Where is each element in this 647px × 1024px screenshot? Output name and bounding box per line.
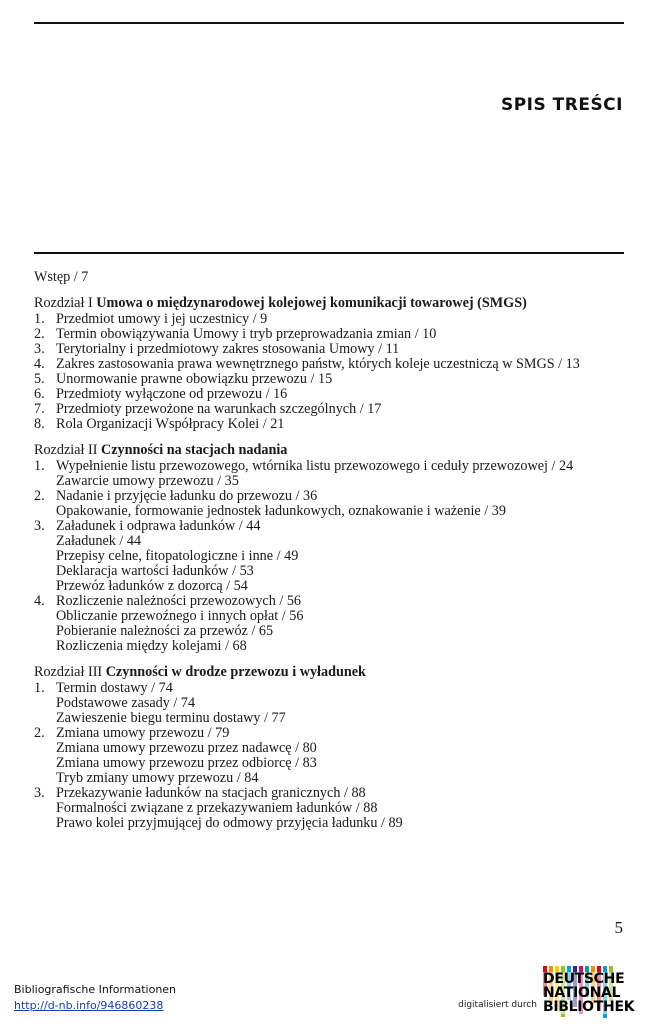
toc-entry-number: 1.	[34, 680, 45, 696]
toc-entry-body	[56, 342, 626, 357]
chapter-title: Czynności w drodze przewozu i wyładunek	[105, 664, 366, 680]
toc-subentry: Podstawowe zasady / 74	[56, 695, 196, 711]
toc-entry-body	[56, 402, 626, 417]
toc-subentry: Prawo kolei przyjmującej do odmowy przyjęcia ładunku / 89	[56, 815, 403, 831]
toc-entry	[34, 459, 626, 474]
toc-entry	[34, 357, 626, 372]
dnb-logo-text	[543, 972, 634, 1014]
toc-entry-number: 5.	[34, 371, 45, 387]
toc-entry-number: 2.	[34, 326, 45, 342]
toc-subentry: Załadunek / 44	[56, 533, 142, 549]
chapter-title: Umowa o międzynarodowej kolejowej komunikacji towarowej (SMGS)	[96, 295, 527, 311]
chapter-section	[34, 296, 626, 432]
toc-entry-number: 3.	[34, 341, 45, 357]
toc-entry-body	[56, 489, 626, 504]
toc-entry	[34, 519, 626, 534]
toc-entry-number: 2.	[34, 488, 45, 504]
toc-entry-text: Unormowanie prawne obowiązku przewozu / 15	[56, 371, 333, 387]
toc-subentry: Formalności związane z przekazywaniem ładunków / 88	[56, 800, 378, 816]
toc-entry-body	[56, 459, 626, 474]
toc-entry	[34, 327, 626, 342]
toc-entry-body	[56, 357, 626, 372]
chapter-label: Rozdział II	[34, 442, 98, 458]
toc-entry-text: Wypełnienie listu przewozowego, wtórnika listu przewozowego i ceduły przewozowej / 24	[56, 458, 574, 474]
toc-subentry: Opakowanie, formowanie jednostek ładunkowych, oznakowanie i ważenie / 39	[56, 503, 506, 519]
toc-entry-number: 2.	[34, 725, 45, 741]
toc-subentry: Zawarcie umowy przewozu / 35	[56, 473, 239, 489]
page-number: 5	[614, 918, 623, 937]
toc-entry-number: 3.	[34, 518, 45, 534]
toc-entry	[34, 726, 626, 741]
toc-entry-number: 4.	[34, 593, 45, 609]
toc-entry-body	[56, 327, 626, 342]
toc-subentry: Obliczanie przewoźnego i innych opłat / 56	[56, 608, 304, 624]
toc-subentry: Zawieszenie biegu terminu dostawy / 77	[56, 710, 286, 726]
toc-entry-text: Zakres zastosowania prawa wewnętrznego państw, których koleje uczestniczą w SMGS / 13	[56, 356, 580, 372]
chapter-label: Rozdział I	[34, 295, 93, 311]
toc-entry-number: 8.	[34, 416, 45, 432]
toc-entry-text: Nadanie i przyjęcie ładunku do przewozu / 36	[56, 488, 318, 504]
toc-entry-body	[56, 726, 626, 741]
chapter-heading	[34, 296, 626, 311]
toc-entry	[34, 387, 626, 402]
toc-entry-text: Rozliczenie należności przewozowych / 56	[56, 593, 302, 609]
toc-entry-text: Przekazywanie ładunków na stacjach granicznych / 88	[56, 785, 366, 801]
bibliographic-label: Bibliografische Informationen	[14, 983, 177, 996]
toc-entry-text: Załadunek i odprawa ładunków / 44	[56, 518, 261, 534]
chapter-section	[34, 665, 626, 831]
toc-entry-number: 7.	[34, 401, 45, 417]
header-divider	[34, 252, 624, 254]
toc-subentry: Tryb zmiany umowy przewozu / 84	[56, 770, 259, 786]
bibliographic-info	[14, 982, 176, 1014]
chapter-list	[34, 296, 626, 831]
toc-entry-body	[56, 786, 626, 801]
toc-entry-body	[56, 681, 626, 696]
toc-entry	[34, 786, 626, 801]
toc-entry	[34, 402, 626, 417]
chapter-title: Czynności na stacjach nadania	[100, 442, 288, 458]
toc-entry-text: Zmiana umowy przewozu / 79	[56, 725, 230, 741]
toc-subentry: Zmiana umowy przewozu przez nadawcę / 80	[56, 740, 317, 756]
bibliographic-link[interactable]: http://d-nb.info/946860238	[14, 999, 164, 1012]
page-title: SPIS TREŚCI	[500, 95, 623, 115]
toc-entry-text: Terytorialny i przedmiotowy zakres stosowania Umowy / 11	[56, 341, 400, 357]
toc-entry	[34, 681, 626, 696]
chapter-section	[34, 443, 626, 654]
toc-entry	[34, 342, 626, 357]
toc-subentry: Rozliczenia między kolejami / 68	[56, 638, 247, 654]
dnb-logo-line: BIBLIOTHEK	[543, 999, 635, 1015]
toc-entry	[34, 489, 626, 504]
toc-entry-body	[56, 519, 626, 534]
chapter-label: Rozdział III	[34, 664, 103, 680]
toc-entry-number: 1.	[34, 458, 45, 474]
chapter-heading	[34, 443, 626, 458]
toc-entry-number: 6.	[34, 386, 45, 402]
toc-entry-text: Przedmioty wyłączone od przewozu / 16	[56, 386, 288, 402]
toc-entry-number: 3.	[34, 785, 45, 801]
top-rule	[34, 22, 624, 24]
toc-entry-text: Rola Organizacji Współpracy Kolei / 21	[56, 416, 285, 432]
toc-subentry: Przewóz ładunków z dozorcą / 54	[56, 578, 248, 594]
toc-entry-text: Termin dostawy / 74	[56, 680, 173, 696]
toc-entry-number: 1.	[34, 311, 45, 327]
dnb-logo-line: NATIONAL	[543, 985, 621, 1001]
dnb-logo-line: DEUTSCHE	[543, 971, 625, 987]
digitized-label: digitalisiert durch	[458, 1000, 537, 1010]
toc-entry-text: Przedmioty przewożone na warunkach szczególnych / 17	[56, 401, 382, 417]
digitization-credit	[458, 966, 633, 1020]
toc-entry	[34, 417, 626, 432]
toc-entry	[34, 372, 626, 387]
table-of-contents	[34, 270, 626, 831]
toc-entry-body	[56, 372, 626, 387]
toc-subentry: Zmiana umowy przewozu przez odbiorcę / 83	[56, 755, 317, 771]
toc-entry-text: Termin obowiązywania Umowy i tryb przeprowadzania zmian / 10	[56, 326, 437, 342]
toc-entry-body	[56, 387, 626, 402]
toc-entry-body	[56, 417, 626, 432]
toc-entry-number: 4.	[34, 356, 45, 372]
chapter-heading	[34, 665, 626, 680]
toc-entry-body	[56, 594, 626, 609]
toc-entry-text: Przedmiot umowy i jej uczestnicy / 9	[56, 311, 268, 327]
toc-entry	[34, 594, 626, 609]
dnb-logo	[543, 966, 633, 1020]
toc-subentry: Deklaracja wartości ładunków / 53	[56, 563, 254, 579]
toc-subentry: Przepisy celne, fitopatologiczne i inne / 49	[56, 548, 299, 564]
toc-intro-entry: Wstęp / 7	[34, 269, 89, 285]
toc-entry	[34, 312, 626, 327]
toc-subentry: Pobieranie należności za przewóz / 65	[56, 623, 274, 639]
toc-entry-body	[56, 312, 626, 327]
